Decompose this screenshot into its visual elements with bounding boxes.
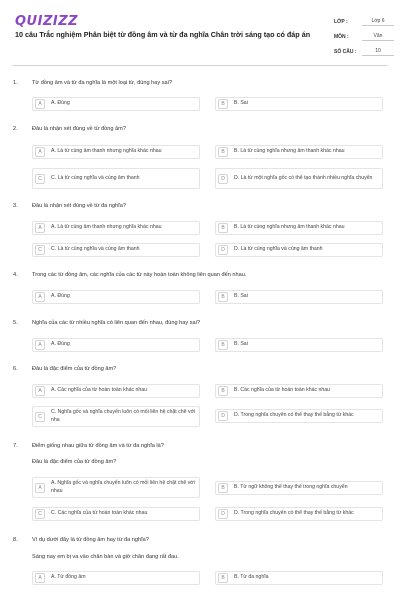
option-text: B. Sai (234, 100, 248, 107)
option-a[interactable] (32, 97, 200, 111)
option-letter: A (35, 483, 45, 493)
option-letter: C (35, 174, 45, 184)
question-number: 3. (13, 203, 18, 209)
option-letter: B (218, 386, 228, 396)
option-letter: C (35, 412, 45, 422)
option-letter: A (35, 223, 45, 233)
option-c[interactable] (32, 406, 200, 427)
question-text: Điểm giống nhau giữa từ đồng âm và từ đa nghĩa là? (32, 443, 164, 449)
option-text: D. Là từ cùng nghĩa và cùng âm thanh (234, 246, 323, 253)
option-letter: A (35, 340, 45, 350)
option-letter: A (35, 147, 45, 157)
option-d[interactable] (215, 243, 383, 257)
option-b[interactable] (215, 145, 383, 159)
option-text: A. Đúng (51, 100, 70, 107)
option-letter: D (218, 174, 228, 184)
quizizz-logo: QUIZIZZ (15, 14, 79, 29)
question-number: 2. (13, 126, 18, 132)
option-a[interactable] (32, 571, 200, 585)
option-text: B. Từ đa nghĩa (234, 574, 269, 581)
option-c[interactable] (32, 243, 200, 257)
meta-row-class (334, 14, 394, 29)
option-text: A. Đúng (51, 341, 70, 348)
meta-row-count (334, 44, 394, 59)
question-subtext: Đâu là đặc điểm của từ đồng âm? (32, 459, 117, 465)
meta-value: Lớp 6 (362, 18, 394, 26)
option-text: C. Là từ cùng nghĩa và cùng âm thanh (51, 174, 140, 181)
question-text: Đâu là đặc điểm của từ đồng âm? (32, 366, 117, 372)
option-letter: A (35, 386, 45, 396)
option-a[interactable] (32, 384, 200, 398)
option-d[interactable] (215, 409, 383, 423)
option-text: B. Các nghĩa của từ hoàn toàn khác nhau (234, 387, 331, 394)
question-number: 1. (13, 80, 18, 86)
option-letter: C (35, 245, 45, 255)
meta-label: SỐ CÂU : (334, 48, 357, 55)
option-text: B. Là từ cùng nghĩa nhưng âm thanh khác nhau (234, 224, 345, 231)
meta-label: MÔN : (334, 33, 349, 40)
option-text: B. Sai (234, 341, 248, 348)
option-letter: B (218, 223, 228, 233)
option-c[interactable] (32, 507, 200, 521)
option-a[interactable] (32, 338, 200, 352)
question-number: 8. (13, 537, 18, 543)
option-b[interactable] (215, 384, 383, 398)
option-d[interactable] (215, 507, 383, 521)
option-a[interactable] (32, 145, 200, 159)
option-letter: B (218, 573, 228, 583)
option-letter: B (218, 340, 228, 350)
option-text: A. Đúng (51, 293, 70, 300)
option-b[interactable] (215, 338, 383, 352)
option-b[interactable] (215, 571, 383, 585)
option-text: A. Nghĩa gốc và nghĩa chuyển luôn có mối liên hệ chặt chẽ với nhau (51, 480, 195, 494)
question-text: Đâu là nhận xét đúng về từ đồng âm? (32, 126, 126, 132)
document-title: 10 câu Trắc nghiệm Phân biệt từ đồng âm và từ đa nghĩa Chân trời sáng tạo có đáp án (15, 30, 311, 39)
option-text: A. Là từ cùng âm thanh nhưng nghĩa khác nhau (51, 224, 162, 231)
option-a[interactable] (32, 290, 200, 304)
option-text: C. Là từ cùng nghĩa và cùng âm thanh (51, 246, 140, 253)
meta-value: Văn (362, 33, 394, 41)
option-c[interactable] (32, 168, 200, 189)
question-number: 5. (13, 320, 18, 326)
option-text: D. Là từ một nghĩa gốc có thể tạo thành nhiều nghĩa chuyển (234, 174, 373, 181)
option-text: B. Sai (234, 293, 248, 300)
option-text: A. Từ đồng âm (51, 574, 86, 581)
option-letter: B (218, 483, 228, 493)
option-text: A. Là từ cùng âm thanh nhưng nghĩa khác nhau (51, 148, 162, 155)
option-b[interactable] (215, 290, 383, 304)
meta-value: 10 (362, 48, 394, 56)
option-letter: A (35, 99, 45, 109)
option-text: C. Nghĩa gốc và nghĩa chuyển luôn có mối liên hệ chặt chẽ với nha (51, 409, 196, 423)
question-text: Nghĩa của các từ nhiều nghĩa có liên quan đến nhau, đúng hay sai? (32, 320, 200, 326)
option-letter: B (218, 147, 228, 157)
option-letter: D (218, 245, 228, 255)
question-text: Ví dụ dưới đây là từ đồng âm hay từ đa nghĩa? (32, 537, 149, 543)
meta-box (334, 14, 394, 59)
question-number: 4. (13, 272, 18, 278)
option-text: B. Từ ngữ không thể thay thế trong nghĩa chuyển (234, 484, 348, 491)
question-text: Trong các từ đồng âm, các nghĩa của các từ này hoàn toàn không liên quan đến nhau. (32, 272, 247, 278)
option-letter: B (218, 292, 228, 302)
header-divider (12, 65, 388, 66)
option-text: D. Trong nghĩa chuyển có thể thay thế bằng từ khác (234, 412, 354, 419)
option-text: D. Trong nghĩa chuyển có thể thay thế bằng từ khác (234, 510, 354, 517)
question-number: 6. (13, 366, 18, 372)
option-letter: C (35, 509, 45, 519)
option-b[interactable] (215, 97, 383, 111)
option-a[interactable] (32, 477, 200, 498)
question-text: Từ đồng âm và từ đa nghĩa là một loại từ, đúng hay sai? (32, 80, 172, 86)
option-letter: A (35, 292, 45, 302)
option-d[interactable] (215, 168, 383, 189)
meta-label: LỚP : (334, 18, 348, 25)
option-letter: A (35, 573, 45, 583)
question-text: Đâu là nhận xét đúng về từ đa nghĩa? (32, 203, 126, 209)
question-subtext: Sáng nay em bị va vào chân bàn và giờ chân đang rất đau. (32, 554, 179, 560)
option-b[interactable] (215, 481, 383, 495)
option-a[interactable] (32, 221, 200, 235)
option-b[interactable] (215, 221, 383, 235)
option-text: C. Các nghĩa của từ hoàn toàn khác nhau (51, 510, 148, 517)
question-number: 7. (13, 443, 18, 449)
option-text: B. Là từ cùng nghĩa nhưng âm thanh khác nhau (234, 148, 345, 155)
meta-row-subject (334, 29, 394, 44)
option-letter: D (218, 509, 228, 519)
option-letter: B (218, 99, 228, 109)
option-letter: D (218, 411, 228, 421)
option-text: A. Các nghĩa của từ hoàn toàn khác nhau (51, 387, 148, 394)
